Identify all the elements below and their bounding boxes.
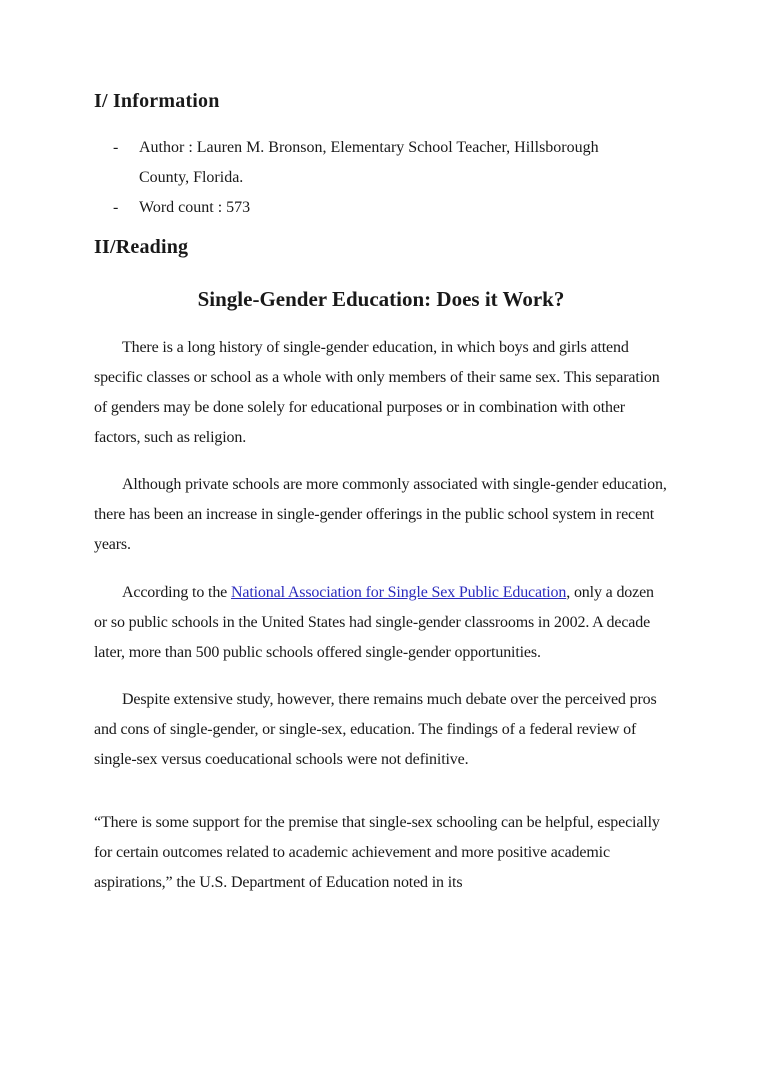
paragraph-4: Despite extensive study, however, there remains much debate over the perceived pros and cons of single-gender, or single-sex, education. The findings of a federal review of single-sex versus coeducational schools were not definitive. [94, 691, 657, 768]
paragraph-3 [94, 578, 668, 668]
section-heading-reading: II/Reading [94, 236, 189, 258]
paragraph-1: There is a long history of single-gender education, in which boys and girls attend specific classes or school as a whole with only members of their same sex. This separation of genders may be done solely for educational purposes or in combination with other factors, such as religion. [94, 339, 660, 446]
nasspe-link[interactable]: National Association for Single Sex Public Education [230, 584, 567, 601]
bullet-marker: - [113, 139, 119, 156]
list-item-word-count [94, 193, 668, 223]
paragraph-5: “There is some support for the premise that single-sex schooling can be helpful, especially for certain outcomes related to academic achievement and more positive academic aspirations,” the U.S. Department of Education noted in its [94, 814, 660, 891]
paragraph-3-after-link: , only a dozen or so public schools in the United States had single-gender classrooms in 2002. A decade later, more than 500 public schools offered single-gender opportunities. [94, 584, 654, 661]
section-heading-information: I/ Information [94, 90, 220, 112]
bullet-marker: - [113, 199, 119, 216]
word-count-text: Word count : 573 [139, 199, 251, 216]
author-text: Author : Lauren M. Bronson, Elementary School Teacher, Hillsborough County, Florida. [139, 139, 599, 186]
paragraph-2: Although private schools are more commonly associated with single-gender education, there has been an increase in single-gender offerings in the public school system in recent years. [94, 476, 667, 553]
paragraph-3-before-link: According to the [122, 584, 231, 601]
info-list [94, 133, 668, 223]
article-title: Single-Gender Education: Does it Work? [197, 287, 565, 311]
list-item-author [94, 133, 668, 193]
